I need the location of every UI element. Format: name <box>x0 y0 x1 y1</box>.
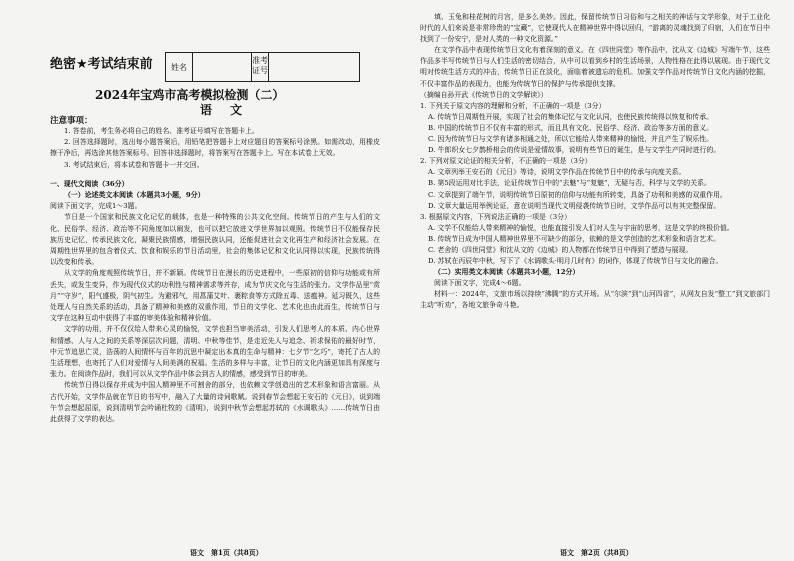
passage-paragraph: 从文学的角度观照传统节日，并不新颖。传统节日在漫长的历史进程中，一些原初的信仰与功能或有所丢失，或发生变异，作为现代仪式的功利性与精神需求等并存，成为节庆文化与生活的张力。文学作品里“赏月”“守岁”，阳气盛极，阴气初生。为避邪气，用菖蒲艾叶、裹粽食等方式除五毒、送瘟神。延习既久，这些处理人与自然关系的活动，具备了精神和美感的双重作用，节日的文学化、艺术化也由此而生，传统节日与文学在这种互动中获得了丰富的审美体验和精神价值。 <box>50 269 380 323</box>
name-label: 姓名 <box>166 53 193 81</box>
note-3: 3. 考试结束后，将本试卷和答题卡一并交回。 <box>64 160 204 169</box>
option-d: D. 苏轼在丙辰年中秋，写下了《水调歌头·明月几时有》的词作，体现了传统节日与文化的融合。 <box>428 257 723 266</box>
passage-paragraph: 节日是一个国家和民族文化记忆的载体，也是一种特殊的公共文化空间。传统节日的产生与人们的文化、民俗学、经济、政治等不同角度加以阐发，也可以把它放进文学世界加以观照。传统节日不仅能保存民族历史记忆，传承民族文化，凝聚民族情感，增强民族认同，还能促进社会文化再生产和经济社会发展。在周期性世界里的包含着仪式、饮食和娱乐的节日活动里，社会的集体记忆和文化认同得以实现，民族传统得以改变和传承。 <box>50 213 380 267</box>
option-d: D. 牛郎织女七夕鹊桥相会的传说是爱情故事，说明有些节日的诞生，是与文学生产同时进行的。 <box>428 146 721 155</box>
option-b: B. 第5段运用对比手法，论证传统节日中的“去魅”与“复魅”，无疑与否，科学与文学的关系。 <box>428 179 711 188</box>
source-note: （摘编自孙开武《传统节日的文学解读》） <box>420 90 548 99</box>
question-stem: 1. 下列关于原文内容的理解和分析，不正确的一项是（3分） <box>420 101 606 110</box>
option-b: B. 传统节日成为中国人精神世界里不可缺少的部分，依赖的是文学创造的艺术形象和语言艺术。 <box>428 234 720 243</box>
note-2: 2. 回答选择题时，选出每小题答案后，用铅笔把答题卡上对应题目的答案标号涂黑。如需改动，用橡皮擦干净后，再选涂其他答案标号。回答非选择题时，将答案写在答题卡上。写在本试卷上无效。 <box>50 138 380 158</box>
candidate-info-box <box>165 52 360 82</box>
passage-paragraph: 在文学作品中表现传统节日文化有着深刻的意义。在《四世同堂》等作品中，沈从文《边城》写端午节，这些作品多半写传统节日与人们生活的密切结合，从中可以看到乡村的生活场景，人物性格在此得以展现。由于现代文明对传统生活方式的冲击，传统节日正在淡化，面临着被遗忘的危机。加强文学作品对传统节日文化内涵的挖掘，不仅丰富作品的表现力，也能为传统节日的保护与传承提供支撑。 <box>420 46 770 88</box>
note-1: 1. 答卷前，考生务必将自己的姓名、准考证号填写在答题卡上。 <box>64 127 259 135</box>
material-1: 材料一：2024年，文旅市场以持续“沸腾”的方式开场。从“尔滨”到“山河四省”，从网友自发“整工”到文旅部门主动“听劝”，各地文旅争奇斗艳。 <box>420 290 770 310</box>
option-d: D. 文章大量运用举例论证，意在说明当现代文明侵袭传统节日时，文学作品可以有其完整保留。 <box>428 201 721 210</box>
passage-paragraph: 填、玉兔和桂花树的月宫，是多么美妙。因此，保留传统节日习俗和与之相关的神话与文学形象，对于工业化时代的人们来说是非常珍贵的“宝藏”，它使现代人在精神世界中得以回归，“游离的灵魂找到了归宿，人们在节日中找到了一份安宁，是对人类的一种文化资源。” <box>420 13 770 44</box>
id-field[interactable] <box>269 53 359 81</box>
left-body <box>50 126 380 425</box>
passage-paragraph: 传统节日得以保存并成为中国人精神里不可割舍的部分，也依赖文学创造出的艺术形象和语言富丽。从古代开始，文学作品就在节日的书写中，融入了大量的诗词歌赋。说到春节会想起王安石的《元日》，说到端午节会想起屈原，说到清明节会吟诵杜牧的《清明》，说到中秋节会想起苏轼的《水调歌头》……传统节日由此获得了文学的表达。 <box>50 381 380 424</box>
name-field[interactable] <box>193 53 252 81</box>
question-stem: 3. 根据原文内容，下列说法正确的一项是（3分） <box>420 212 571 221</box>
section1-heading: 一、现代文阅读（36分） <box>50 179 129 188</box>
notes-heading: 注意事项： <box>50 116 93 126</box>
instruction-1: 阅读下面文字，完成1～3题。 <box>50 202 142 211</box>
passage-paragraph: 文学的功用，并不仅仅给人带来心灵的愉悦，文学也担当审美活动，引发人们思考人的本质、内心世界和情感、人与人之间的关系等深层次问题，清明、中秋等佳节，是走近先人与追念、祈求保佑的最好时节，中元节追思亡灵，浩荡的人间情怀与百年的沉思中凝定出本真的生命与精神：七夕节“乞巧”，寄托了古人的生活理想，也寄托了人们对爱情与人间美满的祝福。生活的多样与丰富，让节日的文化内涵更加具有深度与张力。在阅读作品时，我们可以从文学作品中体会到古人的情感，感受到节日的审美。 <box>50 325 380 379</box>
option-b: B. 中国的传统节日不仅有丰富的形式，而且具有文化、民俗学、经济、政治等多方面的意义。 <box>428 123 714 132</box>
option-c: C. 老舍的《四世同堂》和沈从文的《边城》的人物都在传统节日中得到了塑造与展现。 <box>428 245 693 254</box>
question-stem: 2. 下列对原文论证的相关分析，不正确的一项是（3分） <box>420 157 592 166</box>
secret-label: 绝密★考试结束前 <box>50 57 153 72</box>
sub1-heading: （一）论述类文本阅读（本题共3小题，9分） <box>64 191 205 200</box>
footer-left: 语文 第1页（共8页） <box>190 548 263 557</box>
id-label: 准考证号 <box>252 53 269 81</box>
option-a: A. 文章列举王安石的《元日》等诗，说明文学作品在传统节日中的传承与向度关系。 <box>428 168 686 177</box>
sub2-heading: （二）实用类文本阅读（本题共3小题，12分） <box>434 268 580 277</box>
subject-title: 语文 <box>200 103 261 117</box>
option-a: A. 传统节日周期性开展，实现了社会的集体记忆与文化认同，也使民族传统得以恢复和传承。 <box>428 112 713 121</box>
option-a: A. 文学不仅能给人带来精神的愉悦，也能直接引发人们对人生与宇宙的思考，这是文学的终极价值。 <box>428 223 734 232</box>
option-c: C. 因为传统节日与文学有诸多相通之处，所以它能给人带来精神的愉悦，并且产生了娱乐性。 <box>428 135 714 144</box>
footer-right: 语文 第2页（共8页） <box>560 548 633 557</box>
instruction-2: 阅读下面文字，完成4～6题。 <box>434 279 526 288</box>
right-body <box>420 12 770 312</box>
exam-title: 2024年宝鸡市高考模拟检测（二） <box>95 88 285 102</box>
option-c: C. 文章提到了端午节，说明传统节日原初的信仰与功能有所转变，具备了功利和美感的双重作用。 <box>428 190 727 199</box>
